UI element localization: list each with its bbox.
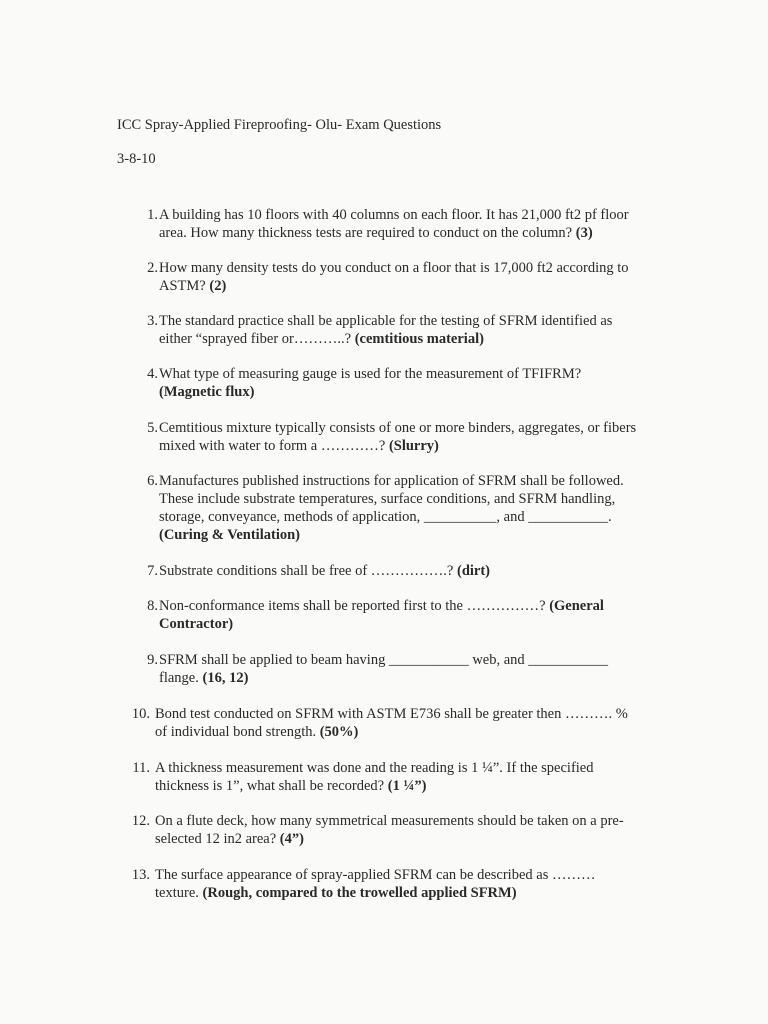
question-text: [159, 419, 654, 455]
question-text: [159, 312, 654, 348]
question-line: [159, 419, 654, 437]
question-number: 3.: [147, 313, 158, 329]
question-line: [159, 562, 654, 580]
question-line-text: thickness is 1”, what shall be recorded?: [155, 778, 388, 794]
answer-text: Contractor): [159, 616, 234, 632]
question-number: 7.: [147, 563, 158, 579]
document-title: ICC Spray-Applied Fireproofing- Olu- Exam Questions: [117, 117, 442, 133]
question-line-text: mixed with water to form a …………?: [159, 438, 389, 454]
answer-text: (Curing & Ventilation): [159, 527, 300, 543]
question-line-text: What type of measuring gauge is used for the measurement of TFIFRM?: [159, 366, 582, 382]
question-line: [159, 330, 654, 348]
answer-text: (3): [575, 225, 593, 241]
question-line-text: flange.: [159, 670, 203, 686]
question-text: [159, 472, 654, 544]
answer-text: (16, 12): [202, 670, 249, 686]
question-number: 12.: [131, 813, 150, 829]
question-line: [155, 777, 654, 795]
question-text: [159, 597, 654, 633]
answer-text: (4”): [279, 831, 304, 847]
answer-text: (Magnetic flux): [159, 384, 255, 400]
answer-text: (Rough, compared to the trowelled applied SFRM): [202, 885, 517, 901]
question-text: [159, 651, 654, 687]
question-text: [159, 365, 654, 401]
answer-text: (General: [549, 598, 604, 614]
question-line-text: either “sprayed fiber or………..?: [159, 331, 355, 347]
question-line: [159, 651, 654, 669]
answer-text: (dirt): [457, 563, 491, 579]
question-line: [159, 437, 654, 455]
question-line-text: area. How many thickness tests are required to conduct on the column?: [159, 225, 576, 241]
question-line: [155, 830, 654, 848]
question-line: [159, 277, 654, 295]
question-line-text: The standard practice shall be applicable for the testing of SFRM identified as: [159, 313, 613, 329]
question-line-text: SFRM shall be applied to beam having ___________ web, and ___________: [159, 652, 609, 668]
question-line: [155, 866, 654, 884]
question-line: [159, 224, 654, 242]
question-line: [159, 206, 654, 224]
question-number: 6.: [147, 473, 158, 489]
question-line-text: texture.: [155, 885, 203, 901]
question-line-text: Substrate conditions shall be free of …………….?: [159, 563, 457, 579]
question-text: [155, 705, 654, 741]
question-line: [155, 705, 654, 723]
question-line: [159, 472, 654, 490]
question-line-text: These include substrate temperatures, surface conditions, and SFRM handling,: [159, 491, 616, 507]
answer-text: (cemtitious material): [354, 331, 484, 347]
question-line-text: ASTM?: [159, 278, 210, 294]
question-line: [159, 312, 654, 330]
question-line: [155, 723, 654, 741]
question-number: 4.: [147, 366, 158, 382]
question-text: [159, 562, 654, 580]
question-line: [159, 526, 654, 544]
question-text: [155, 759, 654, 795]
question-number: 9.: [147, 652, 158, 668]
question-line-text: Cemtitious mixture typically consists of one or more binders, aggregates, or fibers: [159, 420, 637, 436]
question-line-text: Bond test conducted on SFRM with ASTM E736 shall be greater then ………. %: [155, 706, 628, 722]
question-text: [155, 812, 654, 848]
document-date: 3-8-10: [117, 151, 156, 167]
answer-text: (50%): [319, 724, 359, 740]
question-line: [159, 383, 654, 401]
question-text: [159, 206, 654, 242]
question-line-text: selected 12 in2 area?: [155, 831, 280, 847]
answer-text: (Slurry): [388, 438, 439, 454]
question-line: [155, 759, 654, 777]
question-line: [155, 812, 654, 830]
question-line-text: On a flute deck, how many symmetrical measurements should be taken on a pre-: [155, 813, 624, 829]
question-number: 8.: [147, 598, 158, 614]
question-number: 11.: [132, 760, 150, 776]
question-number: 13.: [131, 867, 150, 883]
question-number: 10.: [131, 706, 150, 722]
question-line-text: of individual bond strength.: [155, 724, 320, 740]
question-line-text: How many density tests do you conduct on a floor that is 17,000 ft2 according to: [159, 260, 629, 276]
question-line-text: A building has 10 floors with 40 columns on each floor. It has 21,000 ft2 pf floor: [159, 207, 629, 223]
question-text: [159, 259, 654, 295]
question-line: [159, 490, 654, 508]
question-number: 2.: [147, 260, 158, 276]
question-line-text: storage, conveyance, methods of application, __________, and ___________.: [159, 509, 612, 525]
question-line: [159, 259, 654, 277]
question-line-text: A thickness measurement was done and the reading is 1 ¼”. If the specified: [155, 760, 594, 776]
question-line: [159, 365, 654, 383]
answer-text: (1 ¼”): [387, 778, 427, 794]
question-text: [155, 866, 654, 902]
question-line-text: Manufactures published instructions for application of SFRM shall be followed.: [159, 473, 624, 489]
question-line: [155, 884, 654, 902]
answer-text: (2): [209, 278, 227, 294]
question-line-text: Non-conformance items shall be reported first to the ……………?: [159, 598, 550, 614]
question-line: [159, 615, 654, 633]
question-number: 5.: [147, 420, 158, 436]
question-line-text: The surface appearance of spray-applied SFRM can be described as ………: [155, 867, 596, 883]
question-line: [159, 669, 654, 687]
question-number: 1.: [147, 207, 158, 223]
question-line: [159, 508, 654, 526]
question-line: [159, 597, 654, 615]
